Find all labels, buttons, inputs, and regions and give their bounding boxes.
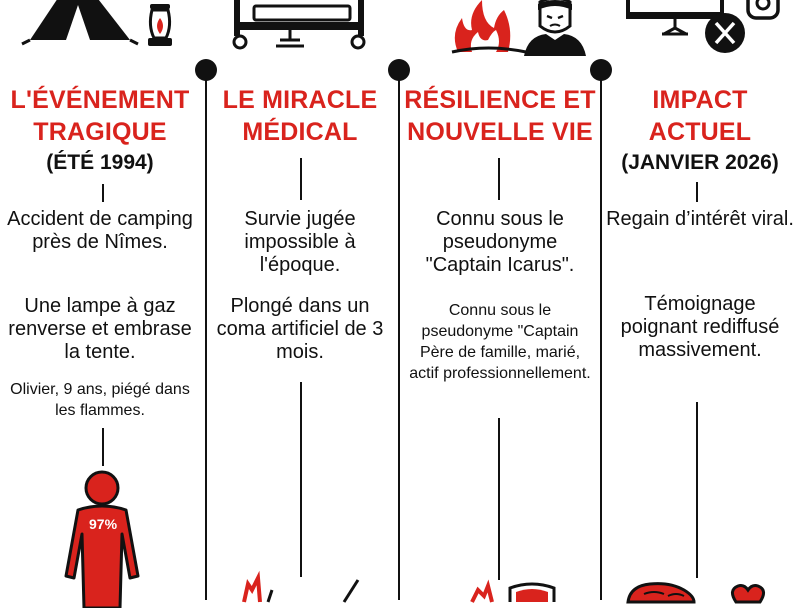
column-heading-line1: IMPACT: [652, 86, 748, 114]
paragraph-1: Regain d’intérêt viral.: [606, 208, 794, 230]
column-medical: [200, 0, 400, 600]
flames-icon: [448, 0, 528, 56]
paragraph-2: Plongé dans un coma artificiel de 3 mois.: [216, 295, 384, 363]
column-event: [0, 0, 200, 600]
connector-line: [102, 184, 104, 202]
person-icon: [520, 0, 590, 56]
column-heading-line2: MÉDICAL: [242, 118, 358, 146]
paragraph-1: Accident de camping près de Nîmes.: [7, 208, 193, 253]
column-heading-line2: TRAGIQUE: [33, 118, 167, 146]
connector-line: [300, 158, 302, 200]
column-resilience: [400, 0, 600, 600]
hands-icon: [238, 578, 368, 602]
hospital-bed-icon: [228, 0, 398, 52]
connector-line: [696, 402, 698, 578]
burn-percentage-label: 97%: [89, 516, 118, 532]
paragraph-3: Olivier, 9 ans, piégé dans les flammes.: [10, 381, 190, 419]
heart-icon: [624, 582, 784, 602]
instagram-icon: [746, 0, 780, 20]
connector-line: [300, 382, 302, 577]
connector-line: [102, 428, 104, 466]
column-subheading: (JANVIER 2026): [621, 151, 779, 174]
paragraph-2: Témoignage poignant rediffusé massivement.: [620, 293, 780, 361]
paragraph-2: Connu sous le pseudonyme "Captain: [421, 302, 579, 340]
body-silhouette-icon: [42, 468, 162, 608]
column-impact: [600, 0, 800, 600]
x-logo-icon: [704, 12, 746, 54]
connector-line: [696, 182, 698, 202]
paragraph-1: Connu sous le pseudonyme "Captain Icarus".: [425, 208, 575, 276]
column-heading-line2: NOUVELLE VIE: [407, 118, 593, 146]
shield-icon: [460, 582, 580, 602]
column-heading-line2: ACTUEL: [648, 118, 752, 146]
column-subheading: (ÉTÉ 1994): [46, 151, 154, 174]
column-heading-line1: L'ÉVÉNEMENT: [10, 86, 190, 114]
column-heading-line1: RÉSILIENCE ET: [404, 86, 596, 114]
column-heading-line1: LE MIRACLE: [222, 86, 378, 114]
paragraph-2: Une lampe à gaz renverse et embrase la tente.: [8, 295, 192, 363]
lantern-icon: [140, 0, 180, 50]
connector-line: [498, 418, 500, 580]
connector-line: [498, 158, 500, 200]
paragraph-1: Survie jugée impossible à l'époque.: [244, 208, 356, 276]
paragraph-3: Père de famille, marié, actif professionnellement.: [409, 344, 591, 382]
